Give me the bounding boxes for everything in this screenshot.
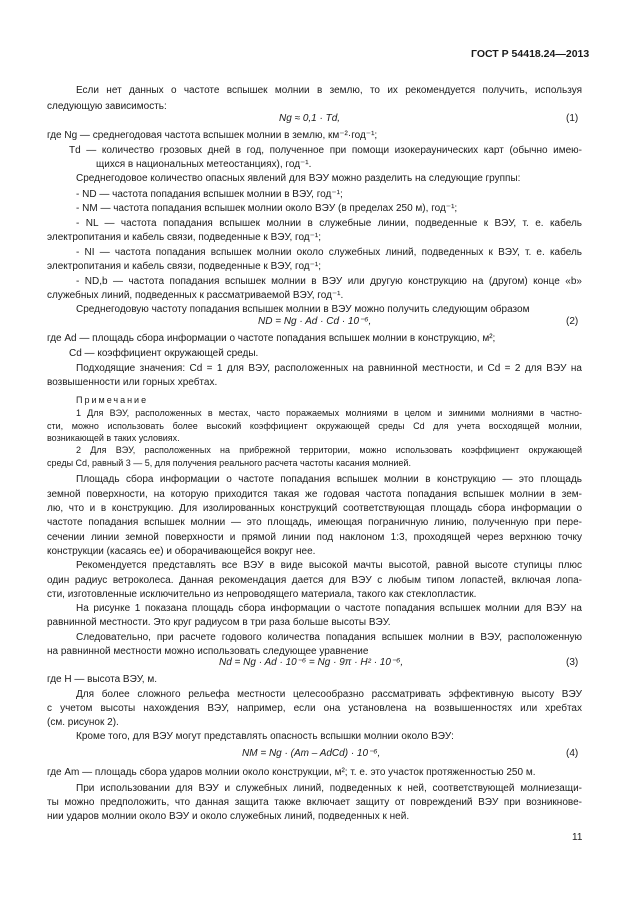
text-line: - ND,b — частота попадания вспышек молнии в ВЭУ или другую конструкцию на (другом) конце «b»: [76, 276, 582, 287]
text-line: электропитания и кабель связи, подведенные к ВЭУ, год⁻¹;: [47, 232, 322, 243]
text-line: Рекомендуется представлять все ВЭУ в виде высокой мачты высотой, равной высоте ступицы плюс: [76, 560, 582, 571]
equation-number: (3): [566, 657, 579, 668]
text-line: на равнинной местности можно использовать следующее уравнение: [47, 646, 369, 657]
text-line: где H — высота ВЭУ, м.: [47, 674, 158, 685]
text-line: Среднегодовую частоту попадания вспышек молнии в ВЭУ можно получить следующим образом: [76, 304, 530, 315]
text-line: Площадь сбора информации о частоте попадания вспышек молнии в конструкцию — это площадь: [76, 474, 582, 485]
text-line: лю, что и в конструкцию. Для изолированных конструкций соответствующая площадь сбора информации о: [47, 503, 582, 514]
text-line: На рисунке 1 показана площадь сбора информации о частоте попадания вспышек молнии для ВЭУ на: [76, 603, 582, 614]
text-line: - ND — частота попадания вспышек молнии в ВЭУ, год⁻¹;: [76, 189, 343, 200]
note-line: сти, можно использовать более высокий коэффициент окружающей среды Cd для учета восходящей молнии,: [47, 421, 582, 431]
text-line: Для более сложного рельефа местности целесообразно рассматривать эффективную высоту ВЭУ: [76, 689, 582, 700]
equation-number: (2): [566, 316, 579, 327]
text-line: следующую зависимость:: [47, 101, 167, 112]
text-line: Подходящие значения: Cd = 1 для ВЭУ, расположенных на равнинной местности, и Cd = 2 для ВЭУ на: [76, 363, 582, 374]
text-line: При использовании для ВЭУ и служебных линий, подведенных к ней, соответствующей молниезащи-: [76, 783, 582, 794]
text-line: конструкции (касаясь ее) и оборачивающейся вокруг нее.: [47, 546, 316, 557]
text-line: ты можно предположить, что данная защита также включает защиту от повреждений ВЭУ при возникнове-: [47, 797, 582, 808]
text-line: где Am — площадь сбора ударов молнии около конструкции, м²; т. е. это участок протяженностью 250 м.: [47, 767, 536, 778]
equation: ND = Ng · Ad · Cd · 10⁻⁶,: [258, 316, 372, 327]
page-number: 11: [572, 832, 583, 843]
equation-number: (4): [566, 748, 579, 759]
note-line: возникающей в таких условиях.: [47, 433, 180, 443]
page-header: ГОСТ Р 54418.24—2013: [471, 48, 590, 60]
text-line: возвышенности или горных хребтах.: [47, 377, 218, 388]
text-line: - NL — частота попадания вспышек молнии в служебные линии, подведенные к ВЭУ, т. е. кабель: [76, 218, 582, 229]
text-line: земной поверхности, на которую приходится такая же годовая частота попадания вспышек молнии в зем-: [47, 489, 582, 500]
equation: Nd = Ng · Ad · 10⁻⁶ = Ng · 9π · H² · 10⁻⁶,: [219, 657, 404, 668]
text-line: - NI — частота попадания вспышек молнии около служебных линий, подведенных к ВЭУ, т. е. кабель: [76, 247, 582, 258]
text-line: Следовательно, при расчете годового количества попадания вспышек молнии в ВЭУ, расположенную: [76, 632, 582, 643]
equation: NM = Ng · (Am – AdCd) · 10⁻⁶,: [242, 748, 381, 759]
text-line: нии ударов молнии около ВЭУ и около служебных линий, подведенных к ней.: [47, 811, 410, 822]
text-line: электропитания и кабель связи, подведенные к ВЭУ, год⁻¹;: [47, 261, 322, 272]
text-line: служебных линий, подведенных к рассматриваемой ВЭУ, год⁻¹.: [47, 290, 344, 301]
text-line: сечении линии земной поверхности и прямой линии под наклоном 1:3, проходящей через верхнюю точку: [47, 532, 582, 543]
text-line: щихся в национальных метеостанциях), год⁻¹.: [96, 159, 312, 170]
note-line: 2 Для ВЭУ, расположенных на прибрежной территории, можно использовать коэффициент окружающей: [76, 445, 582, 455]
text-line: Td — количество грозовых дней в год, полученное при помощи изокераунических карт (обычно имею-: [69, 145, 582, 156]
text-line: с учетом высоты нахождения ВЭУ, например, если она установлена на возвышенностях или хребтах: [47, 703, 582, 714]
note-line: 1 Для ВЭУ, расположенных в местах, часто поражаемых молниями в целом и зимними молниями в частно-: [76, 408, 582, 418]
text-line: Если нет данных о частоте вспышек молнии в землю, то их рекомендуется получить, используя: [76, 85, 582, 96]
equation: Ng ≈ 0,1 · Td,: [279, 113, 341, 124]
text-line: частоте попадания вспышек молнии — это площадь, имеющая пограничную линию, полученную при пере-: [47, 517, 582, 528]
text-line: (см. рисунок 2).: [47, 717, 119, 728]
text-line: один радиус ветроколеса. Данная рекомендация дается для ВЭУ с любым типом лопастей, включая лопа-: [47, 575, 582, 586]
note-line: среды Cd, равный 3 — 5, для получения реального расчета частоты касания молнией.: [47, 458, 411, 468]
text-line: Cd — коэффициент окружающей среды.: [69, 348, 259, 359]
equation-number: (1): [566, 113, 579, 124]
text-line: где Ng — среднегодовая частота вспышек молнии в землю, км⁻²·год⁻¹;: [47, 130, 378, 141]
text-line: Среднегодовое количество опасных явлений для ВЭУ можно разделить на следующие группы:: [76, 173, 521, 184]
text-line: Кроме того, для ВЭУ могут представлять опасность вспышки молнии около ВЭУ:: [76, 731, 454, 742]
text-line: равнинной местности. Это круг радиусом в три раза больше высоты ВЭУ.: [47, 617, 391, 628]
text-line: - NM — частота попадания вспышек молнии около ВЭУ (в пределах 250 м), год⁻¹;: [76, 203, 458, 214]
note-line: Примечание: [76, 395, 149, 405]
text-line: сти, изготовленные исключительно из непроводящего материала, такого как стеклопластик.: [47, 589, 477, 600]
text-line: где Ad — площадь сбора информации о частоте попадания вспышек молнии в конструкцию, м²;: [47, 333, 496, 344]
